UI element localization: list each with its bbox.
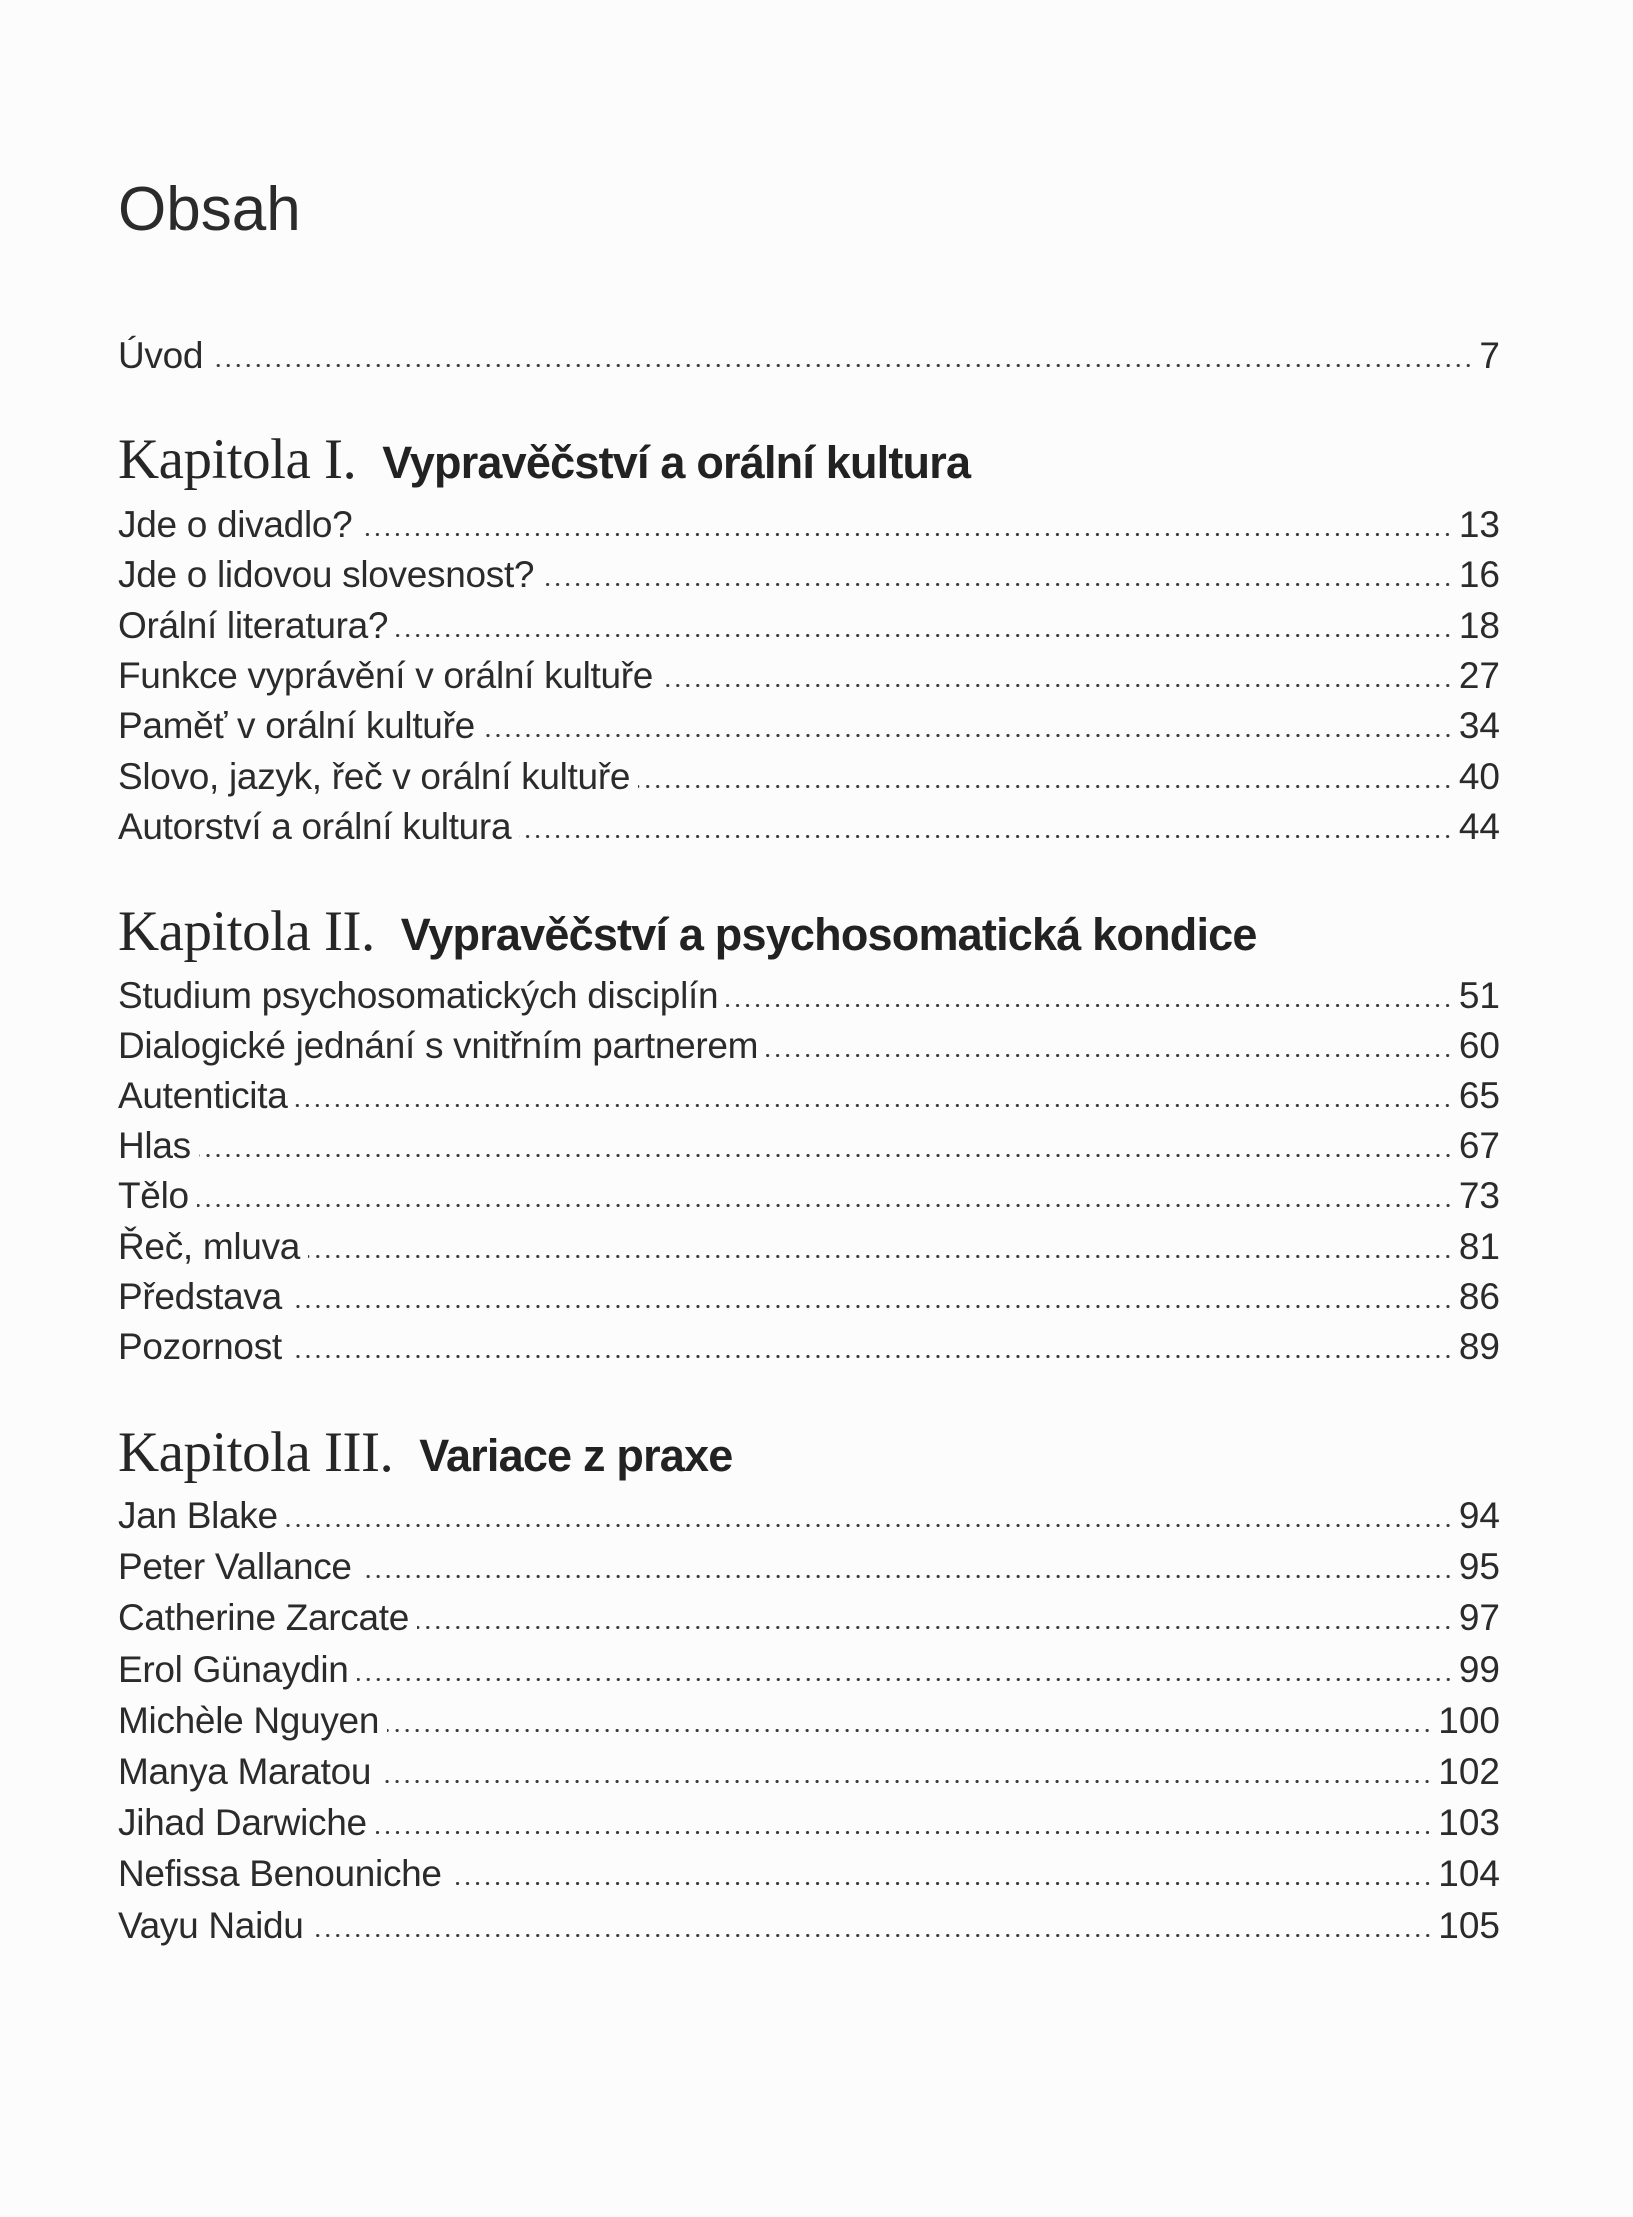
chapter-title: Variace z praxe xyxy=(419,1430,733,1481)
toc-entry-label: Peter Vallance xyxy=(118,1546,352,1588)
toc-entry-page: 44 xyxy=(1458,805,1500,847)
dot-leader xyxy=(379,1780,1432,1783)
toc-entry-page: 60 xyxy=(1458,1025,1500,1067)
toc-entry[interactable] xyxy=(118,1798,1500,1848)
toc-entry-page: 27 xyxy=(1458,654,1500,696)
toc-entry-label: Nefissa Benouniche xyxy=(118,1853,442,1895)
toc-entry[interactable] xyxy=(118,500,1500,550)
toc-entry-page: 95 xyxy=(1458,1546,1500,1588)
toc-entry[interactable] xyxy=(118,651,1500,701)
chapter-number: Kapitola II. xyxy=(118,900,375,963)
toc-entry-label: Erol Günaydin xyxy=(118,1648,349,1690)
dot-leader xyxy=(766,1054,1453,1057)
toc-entry-label: Jihad Darwiche xyxy=(118,1802,367,1844)
toc-entry-label: Autenticita xyxy=(118,1075,288,1117)
toc-entry-page: 105 xyxy=(1438,1904,1500,1946)
chapter-title: Vypravěčství a orální kultura xyxy=(382,437,971,488)
dot-leader xyxy=(360,1575,1453,1578)
dot-leader xyxy=(360,533,1452,536)
dot-leader xyxy=(211,364,1473,367)
toc-entry[interactable] xyxy=(118,1121,1500,1171)
dot-leader xyxy=(290,1355,1453,1358)
chapter-number: Kapitola I. xyxy=(118,428,357,491)
dot-leader xyxy=(312,1934,1433,1937)
toc-entry[interactable] xyxy=(118,802,1500,852)
dot-leader xyxy=(197,1204,1453,1207)
toc-entry-label: Dialogické jednání s vnitřním partnerem xyxy=(118,1025,759,1067)
toc-entry-page: 13 xyxy=(1458,504,1500,545)
toc-entry-page: 65 xyxy=(1458,1075,1500,1117)
toc-entry-label: Studium psychosomatických disciplín xyxy=(118,975,719,1016)
dot-leader xyxy=(483,734,1453,737)
toc-entry-label: Slovo, jazyk, řeč v orální kultuře xyxy=(118,755,631,797)
toc-entry-label: Manya Maratou xyxy=(118,1751,372,1792)
toc-entry[interactable] xyxy=(118,1222,1500,1272)
toc-entry[interactable] xyxy=(118,752,1500,802)
chapter-heading-2 xyxy=(118,897,1257,967)
toc-entry[interactable] xyxy=(118,1747,1500,1797)
dot-leader xyxy=(542,583,1453,586)
toc-entry-page: 104 xyxy=(1438,1853,1500,1895)
toc-entry-page: 34 xyxy=(1458,705,1500,747)
toc-entry-page: 102 xyxy=(1438,1751,1500,1792)
toc-entry-label: Autorství a orální kultura xyxy=(118,805,512,847)
toc-entry-page: 40 xyxy=(1458,755,1500,797)
toc-entry[interactable] xyxy=(118,971,1500,1021)
dot-leader xyxy=(357,1678,1453,1681)
page-title: Obsah xyxy=(118,175,301,244)
toc-entry[interactable] xyxy=(118,1171,1500,1221)
toc-entry-label: Tělo xyxy=(118,1175,189,1217)
toc-entry-page: 67 xyxy=(1458,1125,1500,1167)
toc-entry-page: 73 xyxy=(1458,1175,1500,1217)
toc-entry-page: 103 xyxy=(1438,1802,1500,1844)
dot-leader xyxy=(290,1305,1453,1308)
dot-leader xyxy=(199,1154,1453,1157)
toc-entry-page: 16 xyxy=(1458,554,1500,596)
dot-leader xyxy=(417,1626,1453,1629)
toc-entry-label: Catherine Zarcate xyxy=(118,1597,410,1639)
toc-entry-label: Paměť v orální kultuře xyxy=(118,705,475,747)
toc-entry-intro[interactable] xyxy=(118,331,1500,381)
toc-entry-page: 94 xyxy=(1458,1495,1500,1536)
toc-entry[interactable] xyxy=(118,701,1500,751)
toc-entry[interactable] xyxy=(118,1593,1500,1643)
toc-entry-label: Orální literatura? xyxy=(118,604,389,646)
toc-entry-label: Jde o divadlo? xyxy=(118,504,353,545)
toc-entry-label: Představa xyxy=(118,1275,282,1317)
toc-entry[interactable] xyxy=(118,1645,1500,1695)
toc-entry[interactable] xyxy=(118,1696,1500,1746)
dot-leader xyxy=(638,785,1453,788)
dot-leader xyxy=(726,1004,1453,1007)
toc-entry-label: Hlas xyxy=(118,1125,191,1167)
toc-entry-label: Jde o lidovou slovesnost? xyxy=(118,554,535,596)
dot-leader xyxy=(387,1729,1432,1732)
toc-entry-label: Pozornost xyxy=(118,1325,282,1367)
toc-entry-page: 100 xyxy=(1438,1699,1500,1741)
toc-entry[interactable] xyxy=(118,1322,1500,1372)
toc-entry[interactable] xyxy=(118,550,1500,600)
dot-leader xyxy=(286,1524,1453,1527)
dot-leader xyxy=(375,1831,1433,1834)
chapter-heading-3 xyxy=(118,1418,732,1488)
toc-entry-page: 86 xyxy=(1458,1275,1500,1317)
toc-entry-label: Vayu Naidu xyxy=(118,1904,304,1946)
toc-entry-label: Funkce vyprávění v orální kultuře xyxy=(118,654,654,696)
toc-entry[interactable] xyxy=(118,1901,1500,1951)
toc-entry[interactable] xyxy=(118,601,1500,651)
dot-leader xyxy=(519,835,1453,838)
toc-entry-label: Michèle Nguyen xyxy=(118,1699,380,1741)
toc-entry[interactable] xyxy=(118,1542,1500,1592)
chapter-number: Kapitola III. xyxy=(118,1421,394,1484)
toc-entry[interactable] xyxy=(118,1071,1500,1121)
dot-leader xyxy=(308,1255,1453,1258)
toc-entry-label: Jan Blake xyxy=(118,1495,278,1536)
toc-entry-page: 97 xyxy=(1458,1597,1500,1639)
toc-entry-label: Úvod xyxy=(118,335,204,376)
chapter-title: Vypravěčství a psychosomatická kondice xyxy=(400,909,1257,960)
toc-entry-page: 18 xyxy=(1458,604,1500,646)
toc-entry[interactable] xyxy=(118,1021,1500,1071)
toc-entry-page: 81 xyxy=(1458,1225,1500,1267)
dot-leader xyxy=(396,634,1453,637)
toc-entry-page: 51 xyxy=(1458,975,1500,1016)
toc-entry-page: 7 xyxy=(1479,335,1500,376)
toc-entry[interactable] xyxy=(118,1272,1500,1322)
dot-leader xyxy=(450,1882,1433,1885)
toc-entry[interactable] xyxy=(118,1491,1500,1541)
dot-leader xyxy=(295,1104,1452,1107)
toc-entry-page: 99 xyxy=(1458,1648,1500,1690)
toc-entry-page: 89 xyxy=(1458,1325,1500,1367)
toc-entry[interactable] xyxy=(118,1849,1500,1899)
toc-entry-label: Řeč, mluva xyxy=(118,1225,301,1267)
dot-leader xyxy=(661,684,1453,687)
chapter-heading-1 xyxy=(118,425,970,495)
